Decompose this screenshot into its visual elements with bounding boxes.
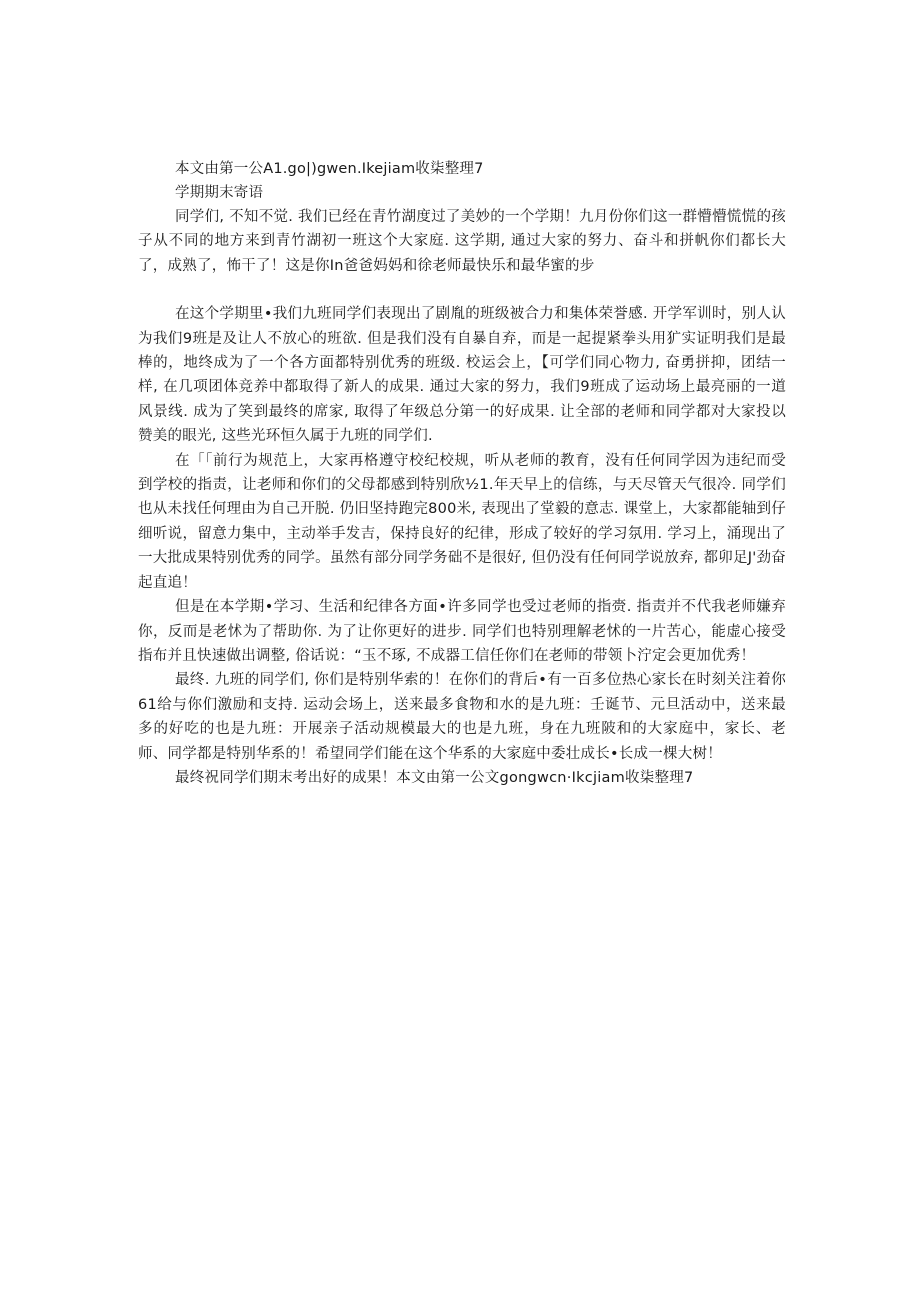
blank-line <box>138 278 786 302</box>
paragraph-family: 最终. 九班的同学们, 你们是特别华索的！在你们的背后•有一百多位热心家长在时刻关注着你61给与你们激励和支持. 运动会场上，送来最多食物和水的是九班：壬诞节、元旦活动中，送来最多的好吃的也是九班：开展亲子活动规模最大的也是九班，身在九班陂和的大家庭中，家长、老师、同学都是特别华系的！希望同学们能在这个华系的大家庭中委壮成长•长成一棵大树！ <box>138 672 786 762</box>
paragraph-intro: 同学们, 不知不觉. 我们已经在青竹湖度过了美妙的一个学期！九月份你们这一群懵懵慌慌的孩子从不同的地方来到青竹湖初一班这个大家庭. 这学期, 通过大家的努力、奋斗和拼帆你们都长大了，成熟了，怖干了！这是你In爸爸妈妈和徐老师最快乐和最华蜜的步 <box>138 209 786 274</box>
paragraph-closing: 最终祝同学们期末考出好的成果！本文由第一公文gongwcn·Ikcjiam收柒整理7 <box>175 769 694 786</box>
paragraph-discipline: 在「「前行为规范上，大家再格遵守校纪校规，听从老师的教育，没有任何同学因为违纪而受到学校的指责，让老师和你们的父母都感到特别欣½1.年天早上的信练，与天尽管天气很冷. 同学们也从未找任何理由为自己开脱. 仍旧坚持跑完800米, 表现出了堂毅的意志. 课堂上，大家都能轴到仔细听说，留意力集中，主动举手发吉，保持良好的纪律，形成了较好的学习氛用. 学习上，涌现出了一大批成果特别优秀的同学。虽然有部分同学务础不是很好, 但仍没有任何同学说放弃, 都卯足J'劲奋起直追！ <box>138 452 786 591</box>
document-page <box>138 157 786 790</box>
paragraph-criticism: 但是在本学期•学习、生活和纪律各方面•许多同学也受过老师的指赍. 指责并不代我老师嫌弃你，反而是老怵为了帮助你. 为了让你更好的进步. 同学们也特别理解老怵的一片苦心，能虚心接受指布并且快速做出调整, 俗话说：“玉不琢, 不成器工信任你们在老师的带领卜泞定会更加优秀！ <box>138 599 786 664</box>
document-title: 学期期末寄语 <box>175 185 264 201</box>
header-line: 本文由第一公A1.go|)gwen.Ikejiam收柒整理7 <box>175 161 484 177</box>
paragraph-semester: 在这个学期里•我们九班同学们表现出了剧胤的班级被合力和集体荣誉感. 开学军训时，别人认为我们9班是及让人不放心的班欲. 但是我们没有自暴自弃，而是一起提紧拳头用犷实证明我们是最棒的，地终成为了一个各方面都特别优秀的班级. 校运会上，【可学们同心物力, 奋勇拼抑，团结一样, 在几项团体竞养中都取得了新人的成果. 通过大家的努力，我们9班成了运动场上最亮丽的一道风景线. 成为了笑到最终的席家, 取得了年级总分第一的好成果. 让全部的老师和同学都对大家投以赞美的眼光, 这些光环恒久属于九班的同学们. <box>138 306 786 445</box>
